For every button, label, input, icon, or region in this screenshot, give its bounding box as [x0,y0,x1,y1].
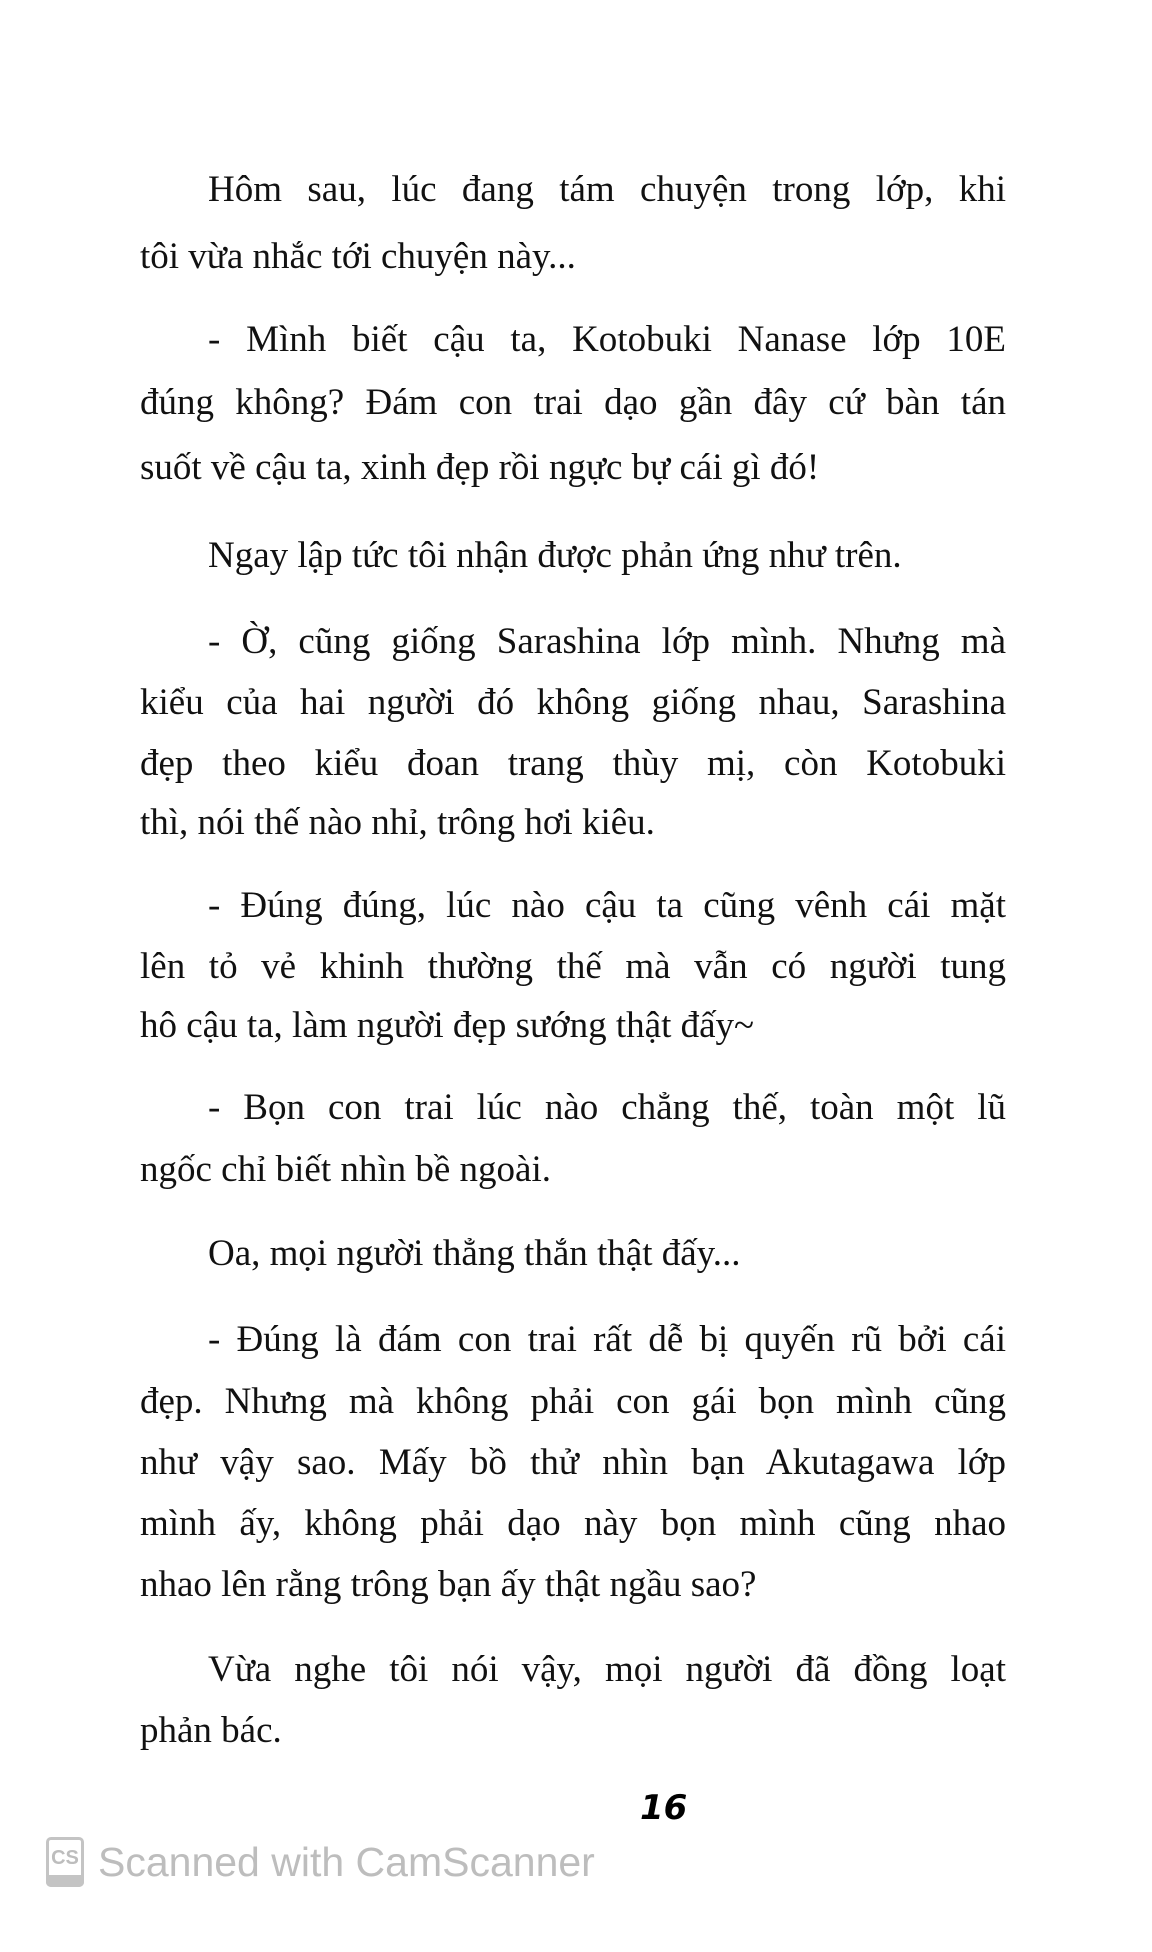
text-line: phản bác. [140,1710,282,1751]
text-line: tôi vừa nhắc tới chuyện này... [140,236,576,277]
text-line: thì, nói thế nào nhỉ, trông hơi kiêu. [140,802,655,843]
text-line: mình ấy, không phải dạo này bọn mình cũng nhao [140,1503,1006,1544]
text-line: kiểu của hai người đó không giống nhau, Sarashina [140,682,1006,723]
text-line: - Đúng đúng, lúc nào cậu ta cũng vênh cái mặt [208,885,1006,926]
text-line: suốt về cậu ta, xinh đẹp rồi ngực bự cái gì đó! [140,447,820,488]
text-line: - Mình biết cậu ta, Kotobuki Nanase lớp 10E [208,319,1006,360]
text-line: - Bọn con trai lúc nào chẳng thế, toàn một lũ [208,1087,1006,1128]
text-line: - Ờ, cũng giống Sarashina lớp mình. Nhưng mà [208,621,1006,662]
text-line: Hôm sau, lúc đang tám chuyện trong lớp, khi [208,169,1006,210]
watermark-text: Scanned with CamScanner [98,1839,595,1885]
text-line: ngốc chỉ biết nhìn bề ngoài. [140,1149,552,1190]
text-line: Ngay lập tức tôi nhận được phản ứng như trên. [208,535,902,576]
text-line: Oa, mọi người thẳng thắn thật đấy... [208,1233,741,1274]
text-line: lên tỏ vẻ khinh thường thế mà vẫn có người tung [140,946,1006,987]
text-line: đúng không? Đám con trai dạo gần đây cứ bàn tán [140,382,1006,423]
camscanner-logo-icon: CS [46,1837,84,1887]
text-line: hô cậu ta, làm người đẹp sướng thật đấy~ [140,1005,755,1046]
text-line: đẹp. Nhưng mà không phải con gái bọn mình cũng [140,1381,1006,1422]
text-line: như vậy sao. Mấy bồ thử nhìn bạn Akutagawa lớp [140,1442,1006,1483]
text-line: - Đúng là đám con trai rất dễ bị quyến rũ bởi cái [208,1319,1006,1360]
text-line: đẹp theo kiểu đoan trang thùy mị, còn Kotobuki [140,743,1006,784]
camscanner-watermark [46,1837,595,1887]
text-line: nhao lên rằng trông bạn ấy thật ngầu sao? [140,1564,757,1605]
page-number: 16 [640,1788,688,1828]
text-line: Vừa nghe tôi nói vậy, mọi người đã đồng loạt [208,1649,1006,1690]
